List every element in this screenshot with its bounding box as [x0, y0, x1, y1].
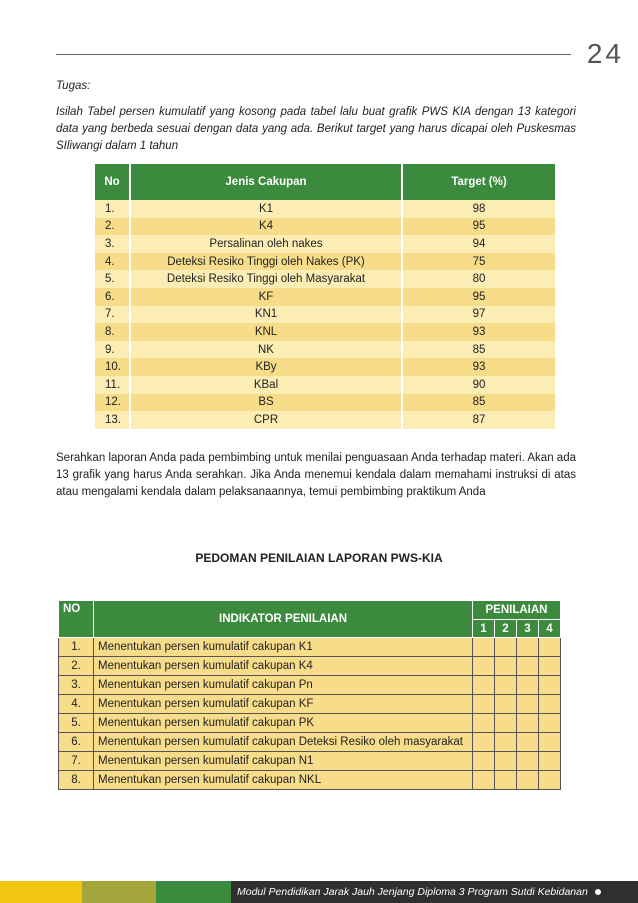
score-cell-3[interactable] — [517, 752, 539, 771]
cell-jenis: BS — [130, 394, 402, 412]
cell-indikator: Menentukan persen kumulatif cakupan K1 — [94, 638, 473, 657]
table-row — [95, 411, 555, 429]
cell-jenis: K4 — [130, 218, 402, 236]
table-row — [95, 341, 555, 359]
score-cell-2[interactable] — [495, 638, 517, 657]
score-cell-3[interactable] — [517, 638, 539, 657]
table-row — [95, 306, 555, 324]
score-cell-1[interactable] — [473, 657, 495, 676]
cell-no: 13. — [95, 411, 130, 429]
cell-jenis: Persalinan oleh nakes — [130, 235, 402, 253]
footer-bar — [0, 881, 638, 903]
score-cell-4[interactable] — [539, 676, 561, 695]
footer-text: Modul Pendidikan Jarak Jauh Jenjang Diploma 3 Program Sutdi Kebidanan — [237, 886, 588, 898]
cell-jenis: CPR — [130, 411, 402, 429]
score-cell-1[interactable] — [473, 714, 495, 733]
bullet-dot-icon — [595, 889, 601, 895]
score-cell-3[interactable] — [517, 733, 539, 752]
intro-paragraph: Isilah Tabel persen kumulatif yang kosong pada tabel lalu buat grafik PWS KIA dengan 13 kategori data yang berbeda sesuai dengan data yang ada. Berikut target yang harus dicapai oleh Puskesmas SIliwangi dalam 1 tahun — [56, 106, 576, 152]
cell-jenis: KN1 — [130, 306, 402, 324]
cell-indikator: Menentukan persen kumulatif cakupan K4 — [94, 657, 473, 676]
cell-target: 87 — [402, 411, 555, 429]
cell-no: 7. — [59, 752, 94, 771]
score-cell-1[interactable] — [473, 638, 495, 657]
table-row — [59, 714, 561, 733]
cell-no: 11. — [95, 376, 130, 394]
table-row — [59, 676, 561, 695]
score-cell-4[interactable] — [539, 657, 561, 676]
cell-indikator: Menentukan persen kumulatif cakupan Pn — [94, 676, 473, 695]
cell-indikator: Menentukan persen kumulatif cakupan N1 — [94, 752, 473, 771]
score-cell-1[interactable] — [473, 733, 495, 752]
score-cell-2[interactable] — [495, 657, 517, 676]
header-target: Target (%) — [402, 164, 555, 200]
cell-no: 9. — [95, 341, 130, 359]
cell-no: 1. — [59, 638, 94, 657]
table-row — [95, 200, 555, 218]
score-cell-3[interactable] — [517, 771, 539, 790]
cell-target: 94 — [402, 235, 555, 253]
cell-no: 7. — [95, 306, 130, 324]
table-row — [59, 752, 561, 771]
cell-indikator: Menentukan persen kumulatif cakupan PK — [94, 714, 473, 733]
cell-jenis: K1 — [130, 200, 402, 218]
instructions-paragraph: Serahkan laporan Anda pada pembimbing untuk menilai penguasaan Anda terhadap materi. Akan ada 13 grafik yang harus Anda serahkan. Jika Anda menemui kendala dalam memahami instruksi di atas atau mengalami kendala dalam pelaksanaannya, temui pembimbing praktikum Anda — [56, 452, 576, 498]
table-row — [95, 323, 555, 341]
score-col-2: 2 — [495, 620, 517, 638]
score-cell-4[interactable] — [539, 638, 561, 657]
cell-no: 6. — [95, 288, 130, 306]
table-row — [59, 695, 561, 714]
score-cell-4[interactable] — [539, 695, 561, 714]
score-cell-2[interactable] — [495, 714, 517, 733]
table-row — [95, 358, 555, 376]
rubric-table — [58, 600, 561, 790]
cell-indikator: Menentukan persen kumulatif cakupan KF — [94, 695, 473, 714]
rubric-header-row — [59, 601, 561, 620]
table-row — [95, 288, 555, 306]
score-cell-3[interactable] — [517, 657, 539, 676]
cell-no: 2. — [95, 218, 130, 236]
header-rule — [56, 54, 571, 55]
cell-jenis: NK — [130, 341, 402, 359]
header-no: No — [95, 164, 130, 200]
score-cell-2[interactable] — [495, 752, 517, 771]
cell-no: 10. — [95, 358, 130, 376]
cell-target: 93 — [402, 358, 555, 376]
cell-jenis: KF — [130, 288, 402, 306]
cell-jenis: KNL — [130, 323, 402, 341]
table-row — [95, 394, 555, 412]
score-cell-2[interactable] — [495, 676, 517, 695]
cell-no: 2. — [59, 657, 94, 676]
score-cell-3[interactable] — [517, 714, 539, 733]
cell-jenis: KBy — [130, 358, 402, 376]
score-col-3: 3 — [517, 620, 539, 638]
table-row — [95, 270, 555, 288]
table-row — [59, 657, 561, 676]
table-row — [95, 218, 555, 236]
table-row — [59, 733, 561, 752]
score-cell-1[interactable] — [473, 771, 495, 790]
cell-target: 85 — [402, 341, 555, 359]
cell-no: 5. — [95, 270, 130, 288]
cell-jenis: Deteksi Resiko Tinggi oleh Nakes (PK) — [130, 253, 402, 271]
targets-header-row — [95, 164, 555, 200]
table-row — [59, 638, 561, 657]
cell-indikator: Menentukan persen kumulatif cakupan Deteksi Resiko oleh masyarakat — [94, 733, 473, 752]
score-cell-4[interactable] — [539, 714, 561, 733]
cell-target: 75 — [402, 253, 555, 271]
score-cell-2[interactable] — [495, 733, 517, 752]
score-col-4: 4 — [539, 620, 561, 638]
cell-indikator: Menentukan persen kumulatif cakupan NKL — [94, 771, 473, 790]
tugas-label: Tugas: — [56, 80, 91, 92]
footer-block-olive — [82, 881, 156, 903]
cell-no: 3. — [95, 235, 130, 253]
score-cell-3[interactable] — [517, 695, 539, 714]
cell-no: 12. — [95, 394, 130, 412]
score-cell-2[interactable] — [495, 695, 517, 714]
score-col-1: 1 — [473, 620, 495, 638]
score-cell-3[interactable] — [517, 676, 539, 695]
table-row — [95, 253, 555, 271]
cell-target: 97 — [402, 306, 555, 324]
score-cell-4[interactable] — [539, 771, 561, 790]
cell-target: 95 — [402, 288, 555, 306]
cell-no: 5. — [59, 714, 94, 733]
rubric-header-score: PENILAIAN — [473, 601, 561, 620]
cell-target: 85 — [402, 394, 555, 412]
header-jenis: Jenis Cakupan — [130, 164, 402, 200]
cell-no: 8. — [95, 323, 130, 341]
cell-no: 4. — [95, 253, 130, 271]
cell-target: 98 — [402, 200, 555, 218]
footer-block-green — [156, 881, 231, 903]
cell-target: 90 — [402, 376, 555, 394]
rubric-header-no: NO — [59, 601, 94, 638]
targets-table — [95, 164, 555, 429]
cell-no: 1. — [95, 200, 130, 218]
cell-no: 6. — [59, 733, 94, 752]
score-cell-4[interactable] — [539, 752, 561, 771]
rubric-header-indicator: INDIKATOR PENILAIAN — [94, 601, 473, 638]
cell-no: 3. — [59, 676, 94, 695]
score-cell-1[interactable] — [473, 676, 495, 695]
score-cell-1[interactable] — [473, 752, 495, 771]
table-row — [95, 235, 555, 253]
cell-no: 4. — [59, 695, 94, 714]
cell-jenis: KBal — [130, 376, 402, 394]
table-row — [59, 771, 561, 790]
footer-block-yellow — [0, 881, 82, 903]
cell-jenis: Deteksi Resiko Tinggi oleh Masyarakat — [130, 270, 402, 288]
score-cell-1[interactable] — [473, 695, 495, 714]
score-cell-2[interactable] — [495, 771, 517, 790]
cell-target: 80 — [402, 270, 555, 288]
score-cell-4[interactable] — [539, 733, 561, 752]
page-number: 24 — [586, 38, 624, 69]
cell-target: 93 — [402, 323, 555, 341]
footer-text-block — [231, 881, 638, 903]
cell-target: 95 — [402, 218, 555, 236]
rubric-title: PEDOMAN PENILAIAN LAPORAN PWS-KIA — [195, 551, 443, 565]
cell-no: 8. — [59, 771, 94, 790]
table-row — [95, 376, 555, 394]
